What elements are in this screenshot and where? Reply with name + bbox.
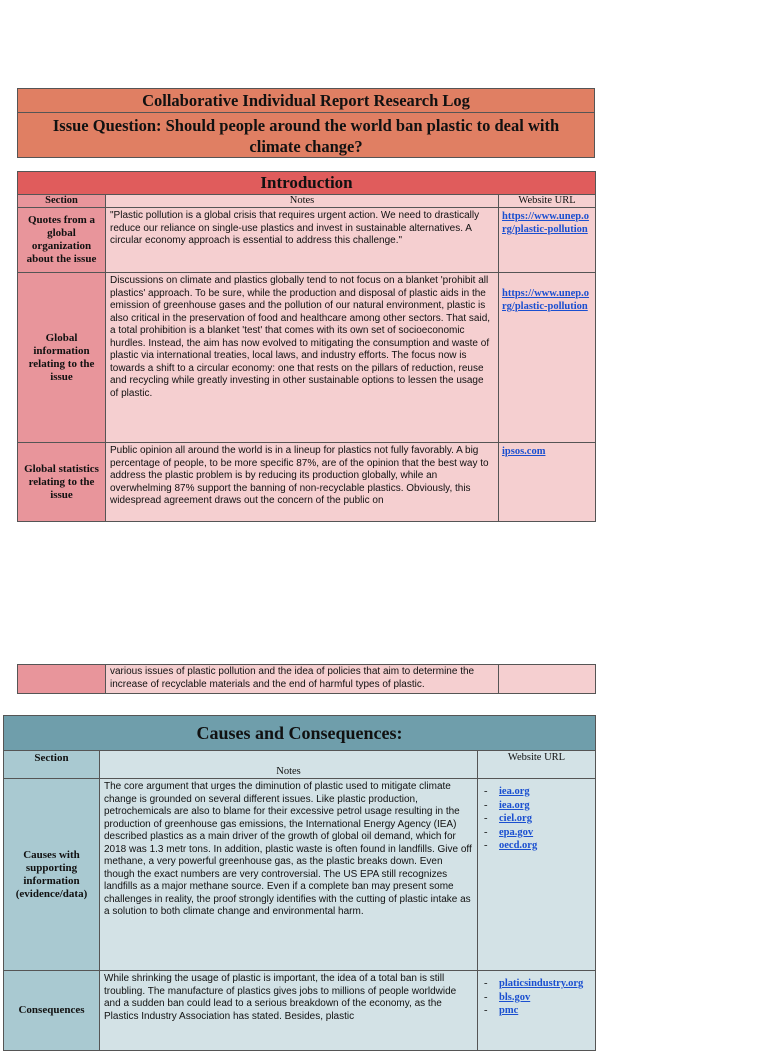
intro-row-stats-notes: Public opinion all around the world is in a lineup for plastics not fully favorably. A big percentage of people, to be more specific 87%, are of the opinion that the best way to address the plastic problem is by reducing its production globally, while an overwhelming 87% support the banning of non-recyclable plastics. Obviously, this widespread agreement draws out the concern of the public on xyxy=(106,443,499,522)
consequences-row-urls xyxy=(478,971,596,1051)
issue-question-bar xyxy=(17,112,595,158)
pmc-link[interactable]: pmc xyxy=(499,1005,519,1016)
intro-row-stats-section: Global statistics relating to the issue xyxy=(18,443,106,522)
intro-row-info-notes: Discussions on climate and plastics globally tend to not focus on a blanket 'prohibit all plastics' approach. To be sure, while the production and disposal of plastic aids in the emission of greenhouse gases and the pollution of our natural environment, plastic is also critical in the preservation of food and healthcare among other sectors. That said, a total prohibition is a blanket 'test' that comes with its own set of socioeconomic hurdles. Instead, the aim has now evolved to mitigating the consumption and waste of plastic via international treaties, local laws, and industry efforts. The focus now is towards a shift to a circular economy: one that rests on the pillars of reduction, reuse and recycling while greatly investing in other sustainable options to lessen the usage of plastic. xyxy=(106,273,499,443)
ciel-link[interactable]: ciel.org xyxy=(499,813,532,824)
oecd-link[interactable]: oecd.org xyxy=(499,840,538,851)
introduction-table xyxy=(17,171,596,522)
iea-link-2[interactable]: iea.org xyxy=(499,799,530,811)
intro-section-header: Section xyxy=(18,195,106,208)
continuation-notes: various issues of plastic pollution and the idea of policies that aim to determine the increase of recyclable materials and the end of harmful types of plastic. xyxy=(106,665,499,694)
bls-link[interactable]: bls.gov xyxy=(499,991,531,1003)
continuation-url xyxy=(499,665,596,694)
consequences-row-notes: While shrinking the usage of plastic is important, the idea of a total ban is still troubling. The manufacture of plastics gives jobs to millions of people worldwide and a sudden ban could lead to a serious breakdown of the economy, as the Plastics Industry Association has stated. Besides, plastic xyxy=(100,971,478,1051)
intro-row-info-url[interactable] xyxy=(499,273,596,443)
unep-link[interactable]: https://www.unep.org/plastic-pollution xyxy=(502,211,589,235)
consequences-row-section: Consequences xyxy=(4,971,100,1051)
causes-row-section: Causes with supporting information (evidence/data) xyxy=(4,779,100,971)
intro-url-header: Website URL xyxy=(499,195,596,208)
intro-row-info-section: Global information relating to the issue xyxy=(18,273,106,443)
causes-row-notes: The core argument that urges the diminution of plastic used to mitigate climate change is grounded on several different issues. Like plastic production, petrochemicals are also to blame for their excessive petrol usage resulting in the production of greenhouse gas emissions, the International Energy Agency (IEA) described plastics as a main driver of the growth of global oil demand, which for 2018 was 1.3 metr tons. In addition, plastic waste is often found in landfills. Give off methane, a very powerful greenhouse gas, as the plastic breaks down. Even though the exact numbers are very controversial. The US EPA still recognizes landfills as a major methane source. Even if a complete ban may present some challenges in reality, the proof strongly identifies with the cutting of plastic intake as a solution to both climate change and environmental harm. xyxy=(100,779,478,971)
causes-consequences-table xyxy=(3,715,596,1051)
issue-question: Issue Question: Should people around the world ban plastic to deal with climate change? xyxy=(52,116,560,156)
causes-row-urls xyxy=(478,779,596,971)
log-title-bar xyxy=(17,88,595,113)
causes-notes-header: Notes xyxy=(100,751,478,779)
intro-notes-header: Notes xyxy=(106,195,499,208)
introduction-title: Introduction xyxy=(18,172,596,195)
introduction-continuation xyxy=(17,664,596,694)
causes-section-header: Section xyxy=(4,751,100,779)
causes-url-header: Website URL xyxy=(478,751,596,779)
ipsos-link[interactable]: ipsos.com xyxy=(502,446,546,457)
intro-row-quotes-notes: "Plastic pollution is a global crisis that requires urgent action. We need to drastically reduce our reliance on single-use plastics and invest in sustainable alternatives. A circular economy approach is essential to address this challenge." xyxy=(106,208,499,273)
intro-row-quotes-url[interactable] xyxy=(499,208,596,273)
log-title: Collaborative Individual Report Research Log xyxy=(142,91,470,110)
continuation-section xyxy=(18,665,106,694)
unep-link-2[interactable]: https://www.unep.org/plastic-pollution xyxy=(502,288,589,312)
plastics-industry-link[interactable]: platicsindustry.org xyxy=(499,978,584,989)
causes-title: Causes and Consequences: xyxy=(4,716,596,751)
intro-row-quotes-section: Quotes from a global organization about the issue xyxy=(18,208,106,273)
intro-row-stats-url[interactable] xyxy=(499,443,596,522)
iea-link[interactable]: iea.org xyxy=(499,786,530,797)
epa-link[interactable]: epa.gov xyxy=(499,826,534,838)
